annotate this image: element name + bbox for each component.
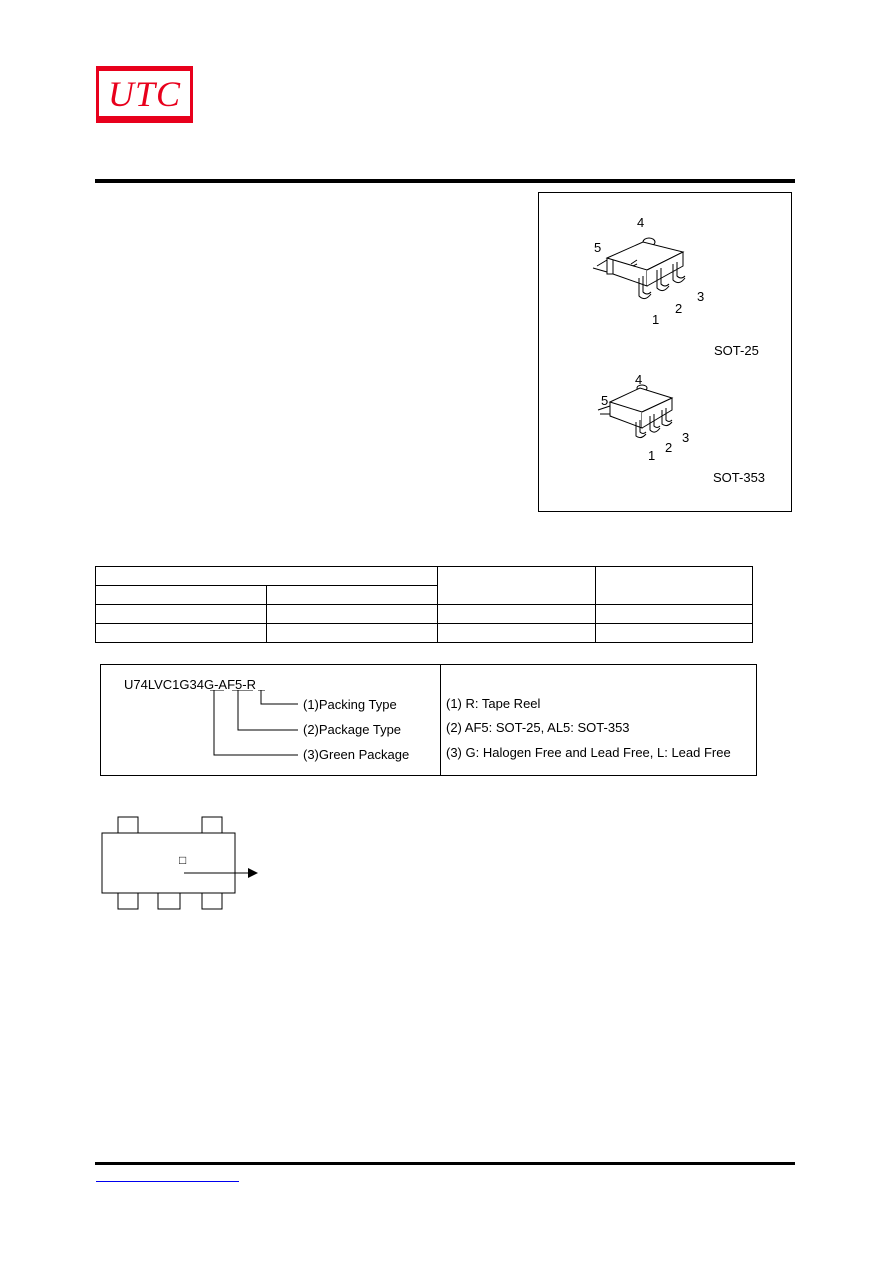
table-cell bbox=[96, 624, 267, 643]
field-label-packing: (1)Packing Type bbox=[303, 697, 397, 712]
sot353-pin4-label: 4 bbox=[635, 372, 643, 387]
part-number-code: U74LVC1G34G-AF5-R bbox=[124, 677, 256, 692]
decoder-leader-lines bbox=[205, 690, 305, 760]
sot353-pin3-label: 3 bbox=[682, 430, 690, 445]
sot25-pin3-label: 3 bbox=[697, 289, 705, 304]
table-cell bbox=[595, 624, 752, 643]
sot353-pin1-label: 1 bbox=[648, 448, 656, 463]
sot25-pin2-label: 2 bbox=[675, 301, 683, 316]
sot-353-drawing bbox=[594, 380, 694, 450]
table-cell bbox=[438, 624, 595, 643]
footer-link[interactable] bbox=[96, 1181, 239, 1182]
table-cell bbox=[96, 586, 267, 605]
table-cell bbox=[595, 567, 752, 605]
sot25-name: SOT-25 bbox=[714, 343, 759, 358]
sot25-pin1-label: 1 bbox=[652, 312, 660, 327]
ordering-info-table bbox=[95, 566, 753, 643]
sot-25-drawing bbox=[585, 230, 695, 310]
field-label-package: (2)Package Type bbox=[303, 722, 402, 737]
description-packing: (1) R: Tape Reel bbox=[446, 696, 541, 711]
table-row bbox=[96, 624, 753, 643]
footer-rule bbox=[95, 1162, 795, 1165]
sot25-pin5-label: 5 bbox=[594, 240, 602, 255]
table-cell bbox=[267, 605, 438, 624]
table-cell bbox=[267, 624, 438, 643]
table-cell bbox=[595, 605, 752, 624]
table-cell bbox=[267, 586, 438, 605]
sot353-pin2-label: 2 bbox=[665, 440, 673, 455]
table-cell bbox=[96, 605, 267, 624]
table-cell bbox=[438, 567, 595, 605]
marking-glyph: □ bbox=[179, 853, 187, 867]
sot353-pin5-label: 5 bbox=[601, 393, 609, 408]
table-cell bbox=[96, 567, 438, 586]
description-package: (2) AF5: SOT-25, AL5: SOT-353 bbox=[446, 720, 630, 735]
decoder-divider bbox=[440, 664, 441, 776]
field-label-green: (3)Green Package bbox=[303, 747, 410, 762]
sot353-name: SOT-353 bbox=[713, 470, 766, 485]
table-row bbox=[96, 605, 753, 624]
utc-logo bbox=[96, 66, 193, 123]
table-cell bbox=[438, 605, 595, 624]
header-rule bbox=[95, 179, 795, 183]
logo-text: UTC bbox=[107, 74, 182, 114]
sot25-pin4-label: 4 bbox=[637, 215, 645, 230]
description-green: (3) G: Halogen Free and Lead Free, L: Lead Free bbox=[446, 745, 731, 760]
